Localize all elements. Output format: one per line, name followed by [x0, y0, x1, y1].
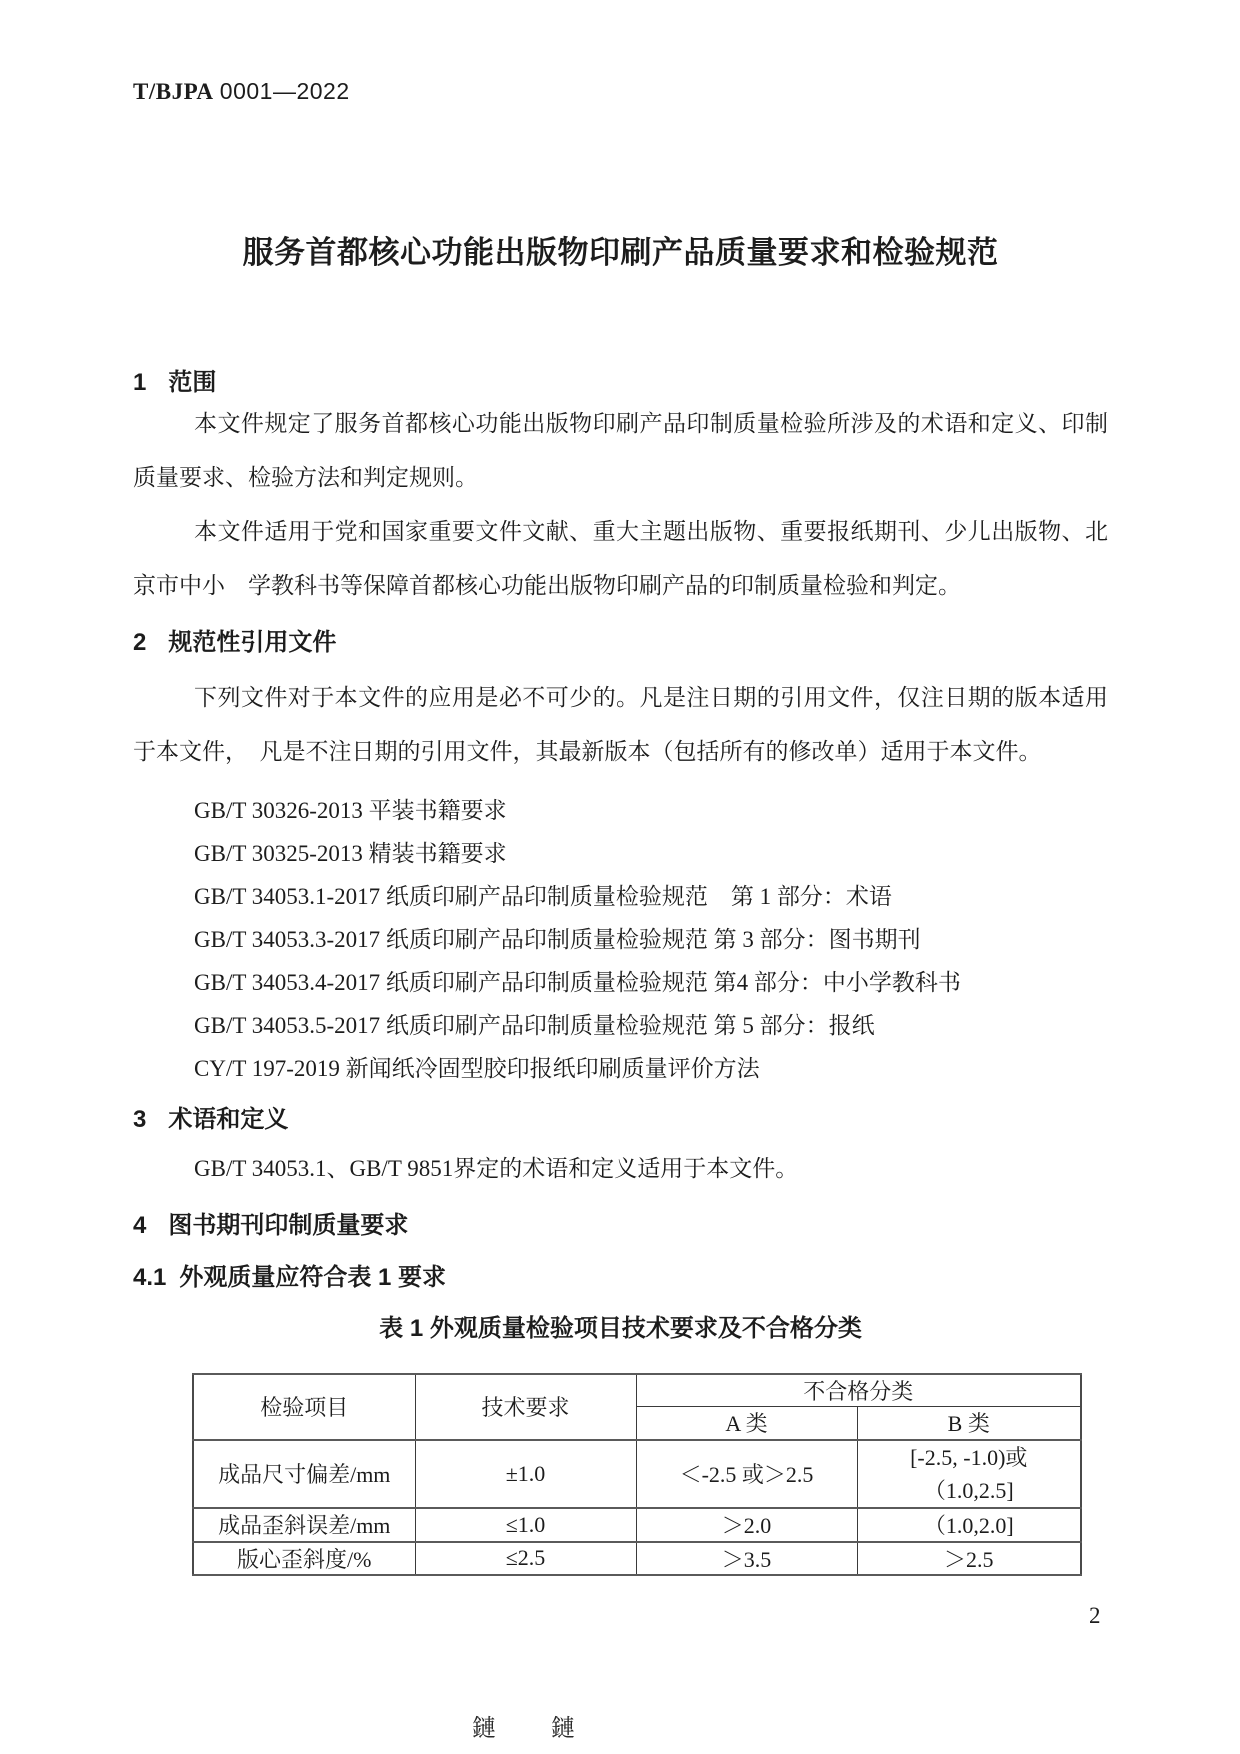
table-cell-class-b: ＞2.5 [857, 1542, 1081, 1575]
section-1-title: 范围 [168, 369, 217, 396]
page-number: 2 [1089, 1603, 1101, 1628]
section-2-intro: 下列文件对于本文件的应用是必不可少的。凡是注日期的引用文件，仅注日期的版本适用于本文件， 凡是不注日期的引用文件，其最新版本（包括所有的修改单）适用于本文件。 [133, 685, 1108, 764]
page-content [133, 0, 1108, 1576]
table-1-header-defect-group: 不合格分类 [636, 1374, 1081, 1407]
reference-item: GB/T 34053.5-2017 纸质印刷产品印制质量检验规范 第 5 部分：报纸 [194, 1013, 875, 1038]
table-1 [192, 1373, 1082, 1576]
table-1-header-requirement: 技术要求 [415, 1374, 636, 1440]
table-cell-class-a: ＞3.5 [636, 1542, 857, 1575]
section-1-paragraph-1: 本文件规定了服务首都核心功能出版物印刷产品印制质量检验所涉及的术语和定义、印制质量要求、检验方法和判定规则。 [133, 411, 1108, 490]
reference-item: CY/T 197-2019 新闻纸冷固型胶印报纸印刷质量评价方法 [194, 1056, 760, 1081]
section-3-heading [133, 1106, 1108, 1134]
section-2-title: 规范性引用文件 [168, 629, 337, 656]
table-cell-class-a: ＜-2.5 或＞2.5 [636, 1440, 857, 1508]
section-2-heading [133, 629, 1108, 657]
table-row [193, 1508, 1081, 1542]
standard-year: 0001—2022 [219, 78, 350, 104]
table-cell-requirement: ≤2.5 [415, 1542, 636, 1575]
section-4-1-heading [133, 1264, 1108, 1292]
table-cell-class-b [857, 1440, 1081, 1508]
section-4-number: 4 [133, 1212, 147, 1239]
class-b-range-line2: （1.0,2.5] [923, 1477, 1014, 1503]
document-title: 服务首都核心功能出版物印刷产品质量要求和检验规范 [242, 235, 999, 270]
footer-watermark [472, 1708, 575, 1743]
table-row [193, 1542, 1081, 1575]
table-cell-requirement: ≤1.0 [415, 1508, 636, 1542]
section-3-number: 3 [133, 1106, 147, 1133]
table-1-caption: 表 1 外观质量检验项目技术要求及不合格分类 [379, 1315, 862, 1342]
section-2-number: 2 [133, 629, 147, 656]
section-3-paragraph: GB/T 34053.1、GB/T 9851界定的术语和定义适用于本文件。 [194, 1156, 799, 1181]
table-cell-item: 成品歪斜误差/mm [193, 1508, 415, 1542]
reference-item: GB/T 34053.1-2017 纸质印刷产品印制质量检验规范 第 1 部分：术语 [194, 884, 892, 909]
section-1-heading [133, 369, 1108, 397]
table-cell-item: 版心歪斜度/% [193, 1542, 415, 1575]
footer-watermark-char: 鏈 [551, 1716, 575, 1742]
table-1-header-class-b: B 类 [857, 1407, 1081, 1440]
footer-watermark-char: 鏈 [472, 1716, 496, 1742]
standard-number [133, 78, 1108, 105]
section-1-number: 1 [133, 369, 147, 396]
reference-item: GB/T 30326-2013 平装书籍要求 [194, 798, 507, 823]
section-3-title: 术语和定义 [168, 1106, 289, 1133]
normative-references-list [133, 789, 1108, 1090]
class-b-range-line1: [-2.5, -1.0)或 [910, 1444, 1028, 1470]
standard-code: T/BJPA [133, 79, 214, 104]
section-4-title: 图书期刊印制质量要求 [168, 1212, 409, 1239]
section-4-1-title: 外观质量应符合表 1 要求 [179, 1264, 447, 1291]
table-cell-class-a: ＞2.0 [636, 1508, 857, 1542]
table-cell-item: 成品尺寸偏差/mm [193, 1440, 415, 1508]
table-1-header-class-a: A 类 [636, 1407, 857, 1440]
table-row [193, 1440, 1081, 1508]
table-cell-class-b: （1.0,2.0] [857, 1508, 1081, 1542]
table-1-header-item: 检验项目 [193, 1374, 415, 1440]
table-cell-requirement: ±1.0 [415, 1440, 636, 1508]
section-1-paragraph-2: 本文件适用于党和国家重要文件文献、重大主题出版物、重要报纸期刊、少儿出版物、北京市中小 学教科书等保障首都核心功能出版物印刷产品的印制质量检验和判定。 [133, 519, 1108, 598]
reference-item: GB/T 34053.4-2017 纸质印刷产品印制质量检验规范 第4 部分：中小学教科书 [194, 970, 961, 995]
section-4-heading [133, 1212, 1108, 1240]
reference-item: GB/T 34053.3-2017 纸质印刷产品印制质量检验规范 第 3 部分：图书期刊 [194, 927, 921, 952]
section-4-1-number: 4.1 [133, 1264, 167, 1291]
reference-item: GB/T 30325-2013 精装书籍要求 [194, 841, 507, 866]
